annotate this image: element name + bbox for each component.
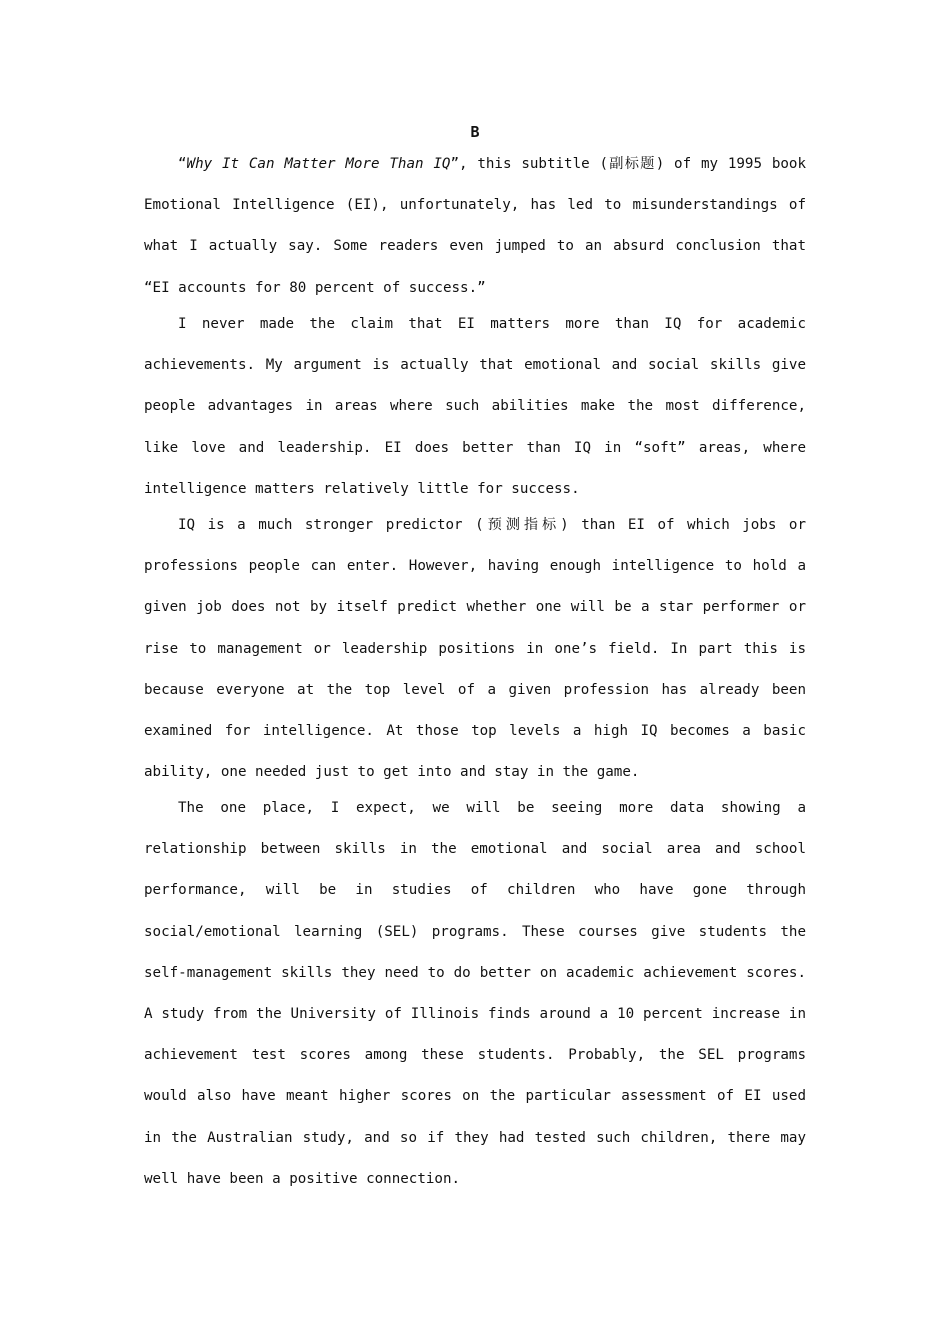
paragraph-4: The one place, I expect, we will be seeing more data showing a relationship between skills in the emotional and social area and school performance, will be in studies of children who have gone through social/emotional learning (SEL) programs. These courses give students the self-management skills they need to do better on academic achievement scores. A study from the University of Illinois finds around a 10 percent increase in achievement test scores among these students. Probably, the SEL programs would also have meant higher scores on the particular assessment of EI used in the Australian study, and so if they had tested such children, there may well have been a positive connection. [144,800,806,1187]
book-subtitle: Why It Can Matter More Than IQ [186,156,451,172]
open-quote: “ [178,156,187,172]
paragraph-3: IQ is a much stronger predictor (预测指标) than EI of which jobs or professions people can enter. However, having enough intelligence to hold a given job does not by itself predict whether one will be a star performer or rise to management or leadership positions in one’s field. In part this is because everyone at the top level of a given profession has already been examined for intelligence. At those top levels a high IQ becomes a basic ability, one needed just to get into and stay in the game. [144,517,806,781]
paragraph-1-text: ”, this subtitle (副标题) of my 1995 book Emotional Intelligence (EI), unfortunately, has led to misunderstandings of what I actually say. Some readers even jumped to an absurd conclusion that “EI accounts for 80 percent of success.” [144,156,806,296]
section-heading: B [470,123,480,141]
paragraph-2: I never made the claim that EI matters more than IQ for academic achievements. My argument is actually that emotional and social skills give people advantages in areas where such abilities make the most difference, like love and leadership. EI does better than IQ in “soft” areas, where intelligence matters relatively little for success. [144,316,806,497]
paragraph-1 [144,144,806,309]
